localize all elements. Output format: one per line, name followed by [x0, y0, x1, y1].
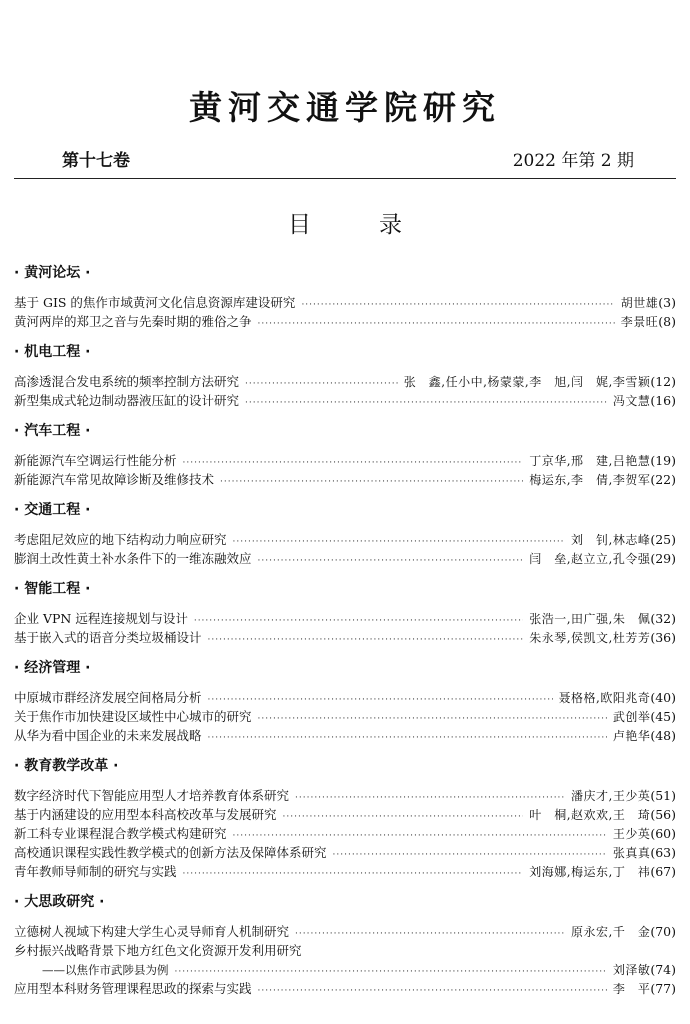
section-title: · 教育教学改革 ·: [14, 758, 119, 774]
entry-title: 新工科专业课程混合教学模式构建研究: [14, 826, 227, 841]
leader-dots: [258, 315, 615, 331]
entry-title: 企业 VPN 远程连接规划与设计: [14, 611, 188, 626]
leader-dots: [183, 454, 524, 470]
toc-section: [14, 499, 676, 568]
entry-title: 基于内涵建设的应用型本科高校改革与发展研究: [14, 807, 277, 822]
toc-entry[interactable]: [14, 805, 676, 824]
section-title: · 机电工程 ·: [14, 344, 91, 360]
entry-authors: 叶 桐,赵欢欢,王 琦: [529, 808, 651, 822]
leader-dots: [301, 296, 614, 312]
toc-entry[interactable]: [14, 451, 676, 470]
toc-entry[interactable]: [14, 293, 676, 312]
entry-title: 高校通识课程实践性教学模式的创新方法及保障体系研究: [14, 845, 327, 860]
toc-entry[interactable]: [14, 862, 676, 881]
entry-page: (25): [650, 532, 676, 547]
leader-dots: [220, 473, 523, 489]
leader-dots: [245, 394, 607, 410]
entry-title: ——以焦作市武陟县为例: [42, 963, 169, 977]
entry-page: (51): [650, 788, 676, 803]
leader-dots: [258, 552, 524, 568]
entry-authors: 冯文慧: [612, 394, 651, 408]
leader-dots: [295, 925, 565, 941]
section-title: · 智能工程 ·: [14, 581, 91, 597]
leader-dots: [208, 631, 524, 647]
toc-section: [14, 657, 676, 745]
toc-entry[interactable]: [14, 979, 676, 998]
entry-authors: 李景旺: [620, 315, 659, 329]
entry-authors: 原永宏,千 金: [571, 925, 651, 939]
toc-section: [14, 420, 676, 489]
toc-entry[interactable]: [14, 549, 676, 568]
leader-dots: [333, 846, 607, 862]
entry-page: (77): [650, 981, 676, 996]
entry-title: 从华为看中国企业的未来发展战略: [14, 728, 202, 743]
entry-authors: 朱永琴,侯凯文,杜芳芳: [529, 631, 651, 645]
toc-entry[interactable]: [14, 470, 676, 489]
contents-heading-char: 目: [288, 212, 311, 238]
entry-authors: 刘泽敏: [612, 963, 651, 977]
leader-dots: [245, 375, 398, 391]
toc-entry[interactable]: [14, 530, 676, 549]
entry-authors: 张浩一,田广强,朱 佩: [529, 612, 651, 626]
leader-dots: [258, 982, 607, 998]
entry-title: 高渗透混合发电系统的频率控制方法研究: [14, 374, 240, 389]
entry-authors: 李 平: [612, 982, 651, 996]
leader-dots: [295, 789, 565, 805]
toc-section: [14, 755, 676, 881]
toc-section: [14, 578, 676, 647]
section-title: · 大思政研究 ·: [14, 894, 105, 910]
toc-entry[interactable]: [14, 960, 676, 979]
leader-dots: [233, 827, 607, 843]
entry-page: (32): [650, 611, 676, 626]
entry-page: (12): [650, 374, 676, 389]
leader-dots: [258, 710, 607, 726]
table-of-contents: [14, 262, 676, 1008]
entry-title: 考虑阻尼效应的地下结构动力响应研究: [14, 532, 227, 547]
section-title: · 经济管理 ·: [14, 660, 91, 676]
toc-entry[interactable]: [14, 941, 676, 960]
entry-page: (45): [650, 709, 676, 724]
entry-page: (70): [650, 924, 676, 939]
entry-authors: 卢艳华: [612, 729, 651, 743]
issue-label: 2022 年第 2 期: [512, 151, 634, 171]
entry-page: (22): [650, 472, 676, 487]
contents-heading-char: 录: [379, 212, 402, 238]
toc-entry[interactable]: [14, 372, 676, 391]
toc-section: [14, 341, 676, 410]
entry-page: (19): [650, 453, 676, 468]
entry-authors: 丁京华,邢 建,吕艳慧: [529, 454, 651, 468]
entry-page: (16): [650, 393, 676, 408]
toc-section: [14, 262, 676, 331]
toc-entry[interactable]: [14, 726, 676, 745]
leader-dots: [183, 865, 524, 881]
header-rule: [14, 178, 676, 179]
toc-entry[interactable]: [14, 843, 676, 862]
entry-authors: 王少英: [612, 827, 651, 841]
section-title: · 汽车工程 ·: [14, 423, 91, 439]
entry-authors: 闫 垒,赵立立,孔令强: [529, 552, 651, 566]
leader-dots: [194, 612, 523, 628]
entry-title: 关于焦作市加快建设区域性中心城市的研究: [14, 709, 252, 724]
entry-title: 中原城市群经济发展空间格局分析: [14, 690, 202, 705]
entry-page: (8): [658, 314, 676, 329]
toc-entry[interactable]: [14, 391, 676, 410]
entry-title: 膨润土改性黄土补水条件下的一维冻融效应: [14, 551, 252, 566]
leader-dots: [208, 729, 607, 745]
entry-authors: 张 鑫,任小中,杨蒙蒙,李 旭,闫 娓,李雪颖: [403, 375, 651, 389]
toc-entry[interactable]: [14, 628, 676, 647]
entry-title: 数字经济时代下智能应用型人才培养教育体系研究: [14, 788, 290, 803]
leader-dots: [208, 691, 553, 707]
entry-authors: 梅运东,李 倩,李贺军: [529, 473, 651, 487]
entry-page: (40): [650, 690, 676, 705]
leader-dots: [283, 808, 524, 824]
section-title: · 黄河论坛 ·: [14, 265, 91, 281]
entry-page: (29): [650, 551, 676, 566]
toc-entry[interactable]: [14, 824, 676, 843]
entry-authors: 胡世雄: [620, 296, 659, 310]
entry-authors: 武创举: [612, 710, 651, 724]
entry-title: 新型集成式轮边制动器液压缸的设计研究: [14, 393, 240, 408]
entry-authors: 刘 钊,林志峰: [571, 533, 651, 547]
entry-authors: 聂格格,欧阳兆奇: [558, 691, 651, 705]
entry-authors: 潘庆才,王少英: [571, 789, 651, 803]
section-title: · 交通工程 ·: [14, 502, 91, 518]
entry-title: 青年教师导师制的研究与实践: [14, 864, 177, 879]
entry-page: (48): [650, 728, 676, 743]
entry-authors: 张真真: [612, 846, 651, 860]
entry-title: 新能源汽车空调运行性能分析: [14, 453, 177, 468]
toc-entry[interactable]: [14, 312, 676, 331]
toc-section: [14, 891, 676, 998]
entry-page: (63): [650, 845, 676, 860]
entry-title: 立德树人视域下构建大学生心灵导师育人机制研究: [14, 924, 290, 939]
toc-entry[interactable]: [14, 707, 676, 726]
entry-page: (56): [650, 807, 676, 822]
entry-title: 应用型本科财务管理课程思政的探索与实践: [14, 981, 252, 996]
entry-page: (36): [650, 630, 676, 645]
entry-authors: 刘海娜,梅运东,丁 祎: [529, 865, 651, 879]
toc-entry[interactable]: [14, 922, 676, 941]
contents-heading: [0, 206, 690, 239]
leader-dots: [175, 963, 607, 979]
entry-title: 乡村振兴战略背景下地方红色文化资源开发利用研究: [14, 943, 302, 958]
entry-title: 基于嵌入式的语音分类垃圾桶设计: [14, 630, 202, 645]
journal-title: 黄河交通学院研究: [189, 88, 501, 127]
entry-title: 新能源汽车常见故障诊断及维修技术: [14, 472, 215, 487]
toc-entry[interactable]: [14, 688, 676, 707]
volume-label: 第十七卷: [62, 151, 130, 171]
toc-entry[interactable]: [14, 786, 676, 805]
entry-title: 基于 GIS 的焦作市域黄河文化信息资源库建设研究: [14, 295, 296, 310]
leader-dots: [233, 533, 565, 549]
toc-entry[interactable]: [14, 609, 676, 628]
entry-title: 黄河两岸的郑卫之音与先秦时期的雅俗之争: [14, 314, 252, 329]
entry-page: (67): [650, 864, 676, 879]
entry-page: (3): [658, 295, 676, 310]
entry-page: (74): [650, 962, 676, 977]
entry-page: (60): [650, 826, 676, 841]
